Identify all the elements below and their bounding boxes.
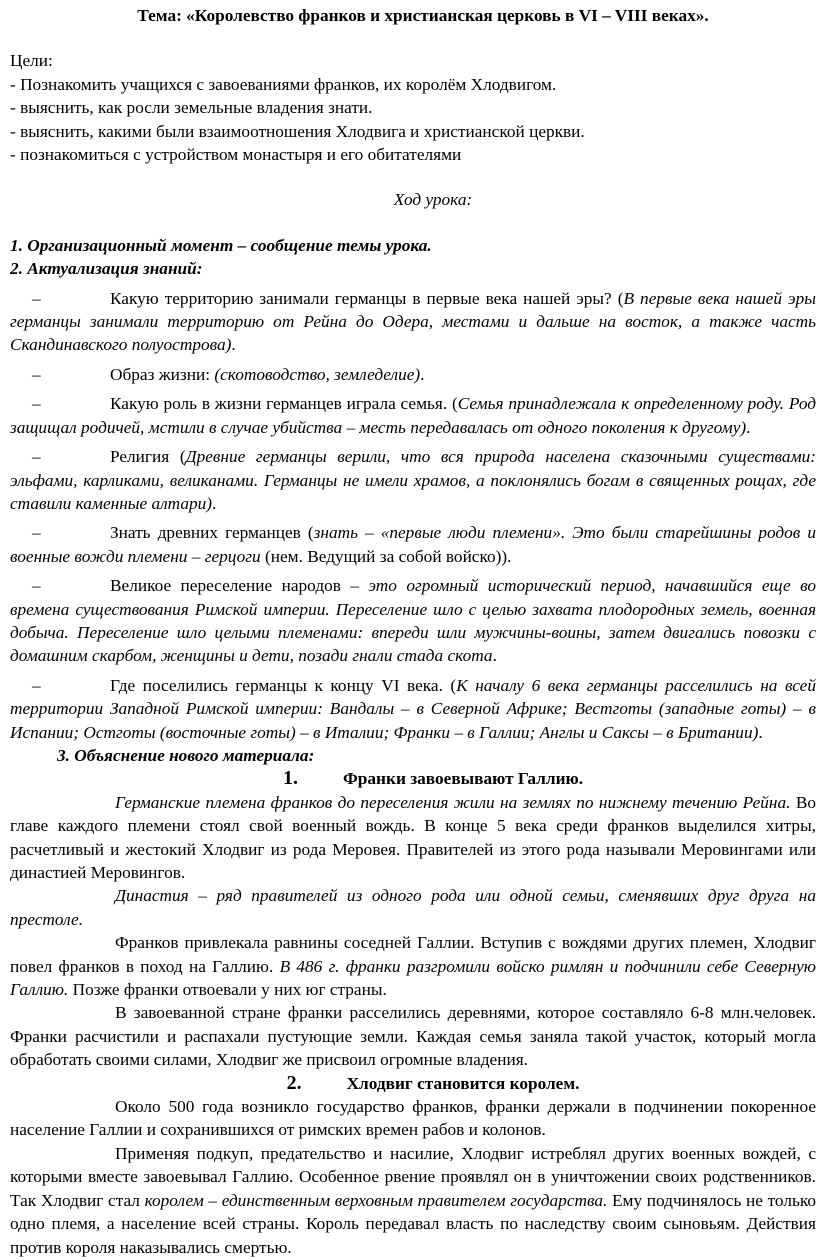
goal-item: - выяснить, как росли земельные владения знати.: [10, 98, 373, 118]
goal-item: - познакомиться с устройством монастыря и его обитателями: [10, 145, 462, 165]
dash-marker: –: [32, 675, 41, 695]
question-territory: – Какую территорию занимали германцы в первые века нашей эры? (В первые века нашей эры германцы занимали территорию от Рейна до Одера, местами и дальше на восток, а также часть Скандинавского полуострова).: [10, 288, 816, 355]
goal-item: - Познакомить учащихся с завоеваниями франков, их королём Хлодвигом.: [10, 74, 557, 94]
question-lifestyle: – Образ жизни: (скотоводство, земледелие).: [10, 363, 816, 386]
dash-marker: –: [32, 447, 41, 467]
section-1-paragraph-3: Франков привлекала равнины соседней Галлии. Вступив с вождями других племен, Хлодвиг повел франков в поход на Галлию. В 486 г. франки разгромили войско римлян и подчинили себе Северную Галлию. Позже франки отвоевали у них юг страны.: [10, 933, 816, 1000]
dash-marker: –: [32, 364, 41, 384]
dash-marker: –: [32, 394, 41, 414]
section-1-definition: Династия – ряд правителей из одного рода или одной семьи, сменявших друг друга на престоле.: [10, 886, 816, 929]
lesson-heading: Ход урока:: [393, 190, 473, 210]
dash-marker: –: [32, 523, 41, 543]
section-1-paragraph-1: Германские племена франков до переселения жили на землях по нижнему течению Рейна. Во главе каждого племени стоял свой военный вождь. В конце 5 века среди франков выделился хитры, расчетливый и жестокий Хлодвиг из рода Меровея. Правителей из этого рода называли Меровингами или династией Меровингов.: [10, 792, 816, 882]
step-1: 1. Организационный момент – сообщение темы урока.: [10, 235, 432, 255]
question-family: – Какую роль в жизни германцев играла семья. (Семья принадлежала к определенному роду. Род защищал родичей, мстили в случае убийства – месть передавалась от одного поколения к другому).: [10, 394, 816, 437]
page-title: Тема: «Королевство франков и христианская церковь в VI – VIII веках».: [137, 6, 709, 25]
step-2: 2. Актуализация знаний:: [10, 259, 203, 279]
dash-marker: –: [32, 288, 41, 308]
section-1-heading: 1. Франки завоевывают Галлию.: [282, 767, 584, 790]
section-2-paragraph-1: Около 500 года возникло государство франков, франки держали в подчинении покоренное население Галлии и сохранившихся от римских времен рабов и колонов.: [10, 1097, 816, 1140]
section-2-heading: 2. Хлодвиг становится королем.: [286, 1071, 580, 1094]
section-1-paragraph-4: В завоеванной стране франки расселились деревнями, которое составляло 6-8 млн.человек. Франки расчистили и распахали пустующие земли. Каждая семья заняла такой участок, который могла обработать своими силами, Хлодвиг же присвоил огромные владения.: [10, 1003, 816, 1070]
goal-item: - выяснить, какими были взаимоотношения Хлодвига и христианской церкви.: [10, 121, 585, 141]
question-religion: – Религия (Древние германцы верили, что вся природа населена сказочными существами: эльфами, карликами, великанами. Германцы не имели храмов, а поклонялись богам в священных рощах, где ставили каменные алтари).: [10, 447, 816, 513]
question-nobility: – Знать древних германцев (знать – «первые люди племени». Это были старейшины родов и военные вожди племени – герцоги (нем. Ведущий за собой войско)).: [10, 523, 816, 566]
dash-marker: –: [32, 576, 41, 596]
document-page: [10, 0, 816, 1257]
step-3: 3. Объяснение нового материала:: [57, 745, 315, 765]
question-settlement: – Где поселились германцы к концу VI века. (К началу 6 века германцы расселились на всей территории Западной Римской империи: Вандалы – в Северной Африке; Вестготы (западные готы) – в Испании; Остготы (восточные готы) – в Италии; Франки – в Галлии; Англы и Саксы – в Британии).: [10, 675, 816, 742]
section-2-paragraph-2: Применяя подкуп, предательство и насилие, Хлодвиг истреблял других военных вождей, с которыми вместе завоевывал Галлию. Особенное рвение проявлял он в уничтожении своих родственников. Так Хлодвиг стал королем – единственным верховным правителем государства. Ему подчинялось не только одно племя, а население всей страны. Король передавал власть по наследству своим сыновьям. Действия против короля наказывались смертью.: [10, 1143, 816, 1257]
goals-heading: Цели:: [10, 51, 53, 71]
question-migration: – Великое переселение народов – это огромный исторический период, начавшийся еще во времена существования Римской империи. Переселение шло с целью захвата плодородных земель, военная добыча. Переселение шло целыми племенами: впереди шли мужчины-воины, затем двигались повозки с домашним скарбом, женщины и дети, позади гнали стада скота.: [10, 576, 816, 666]
